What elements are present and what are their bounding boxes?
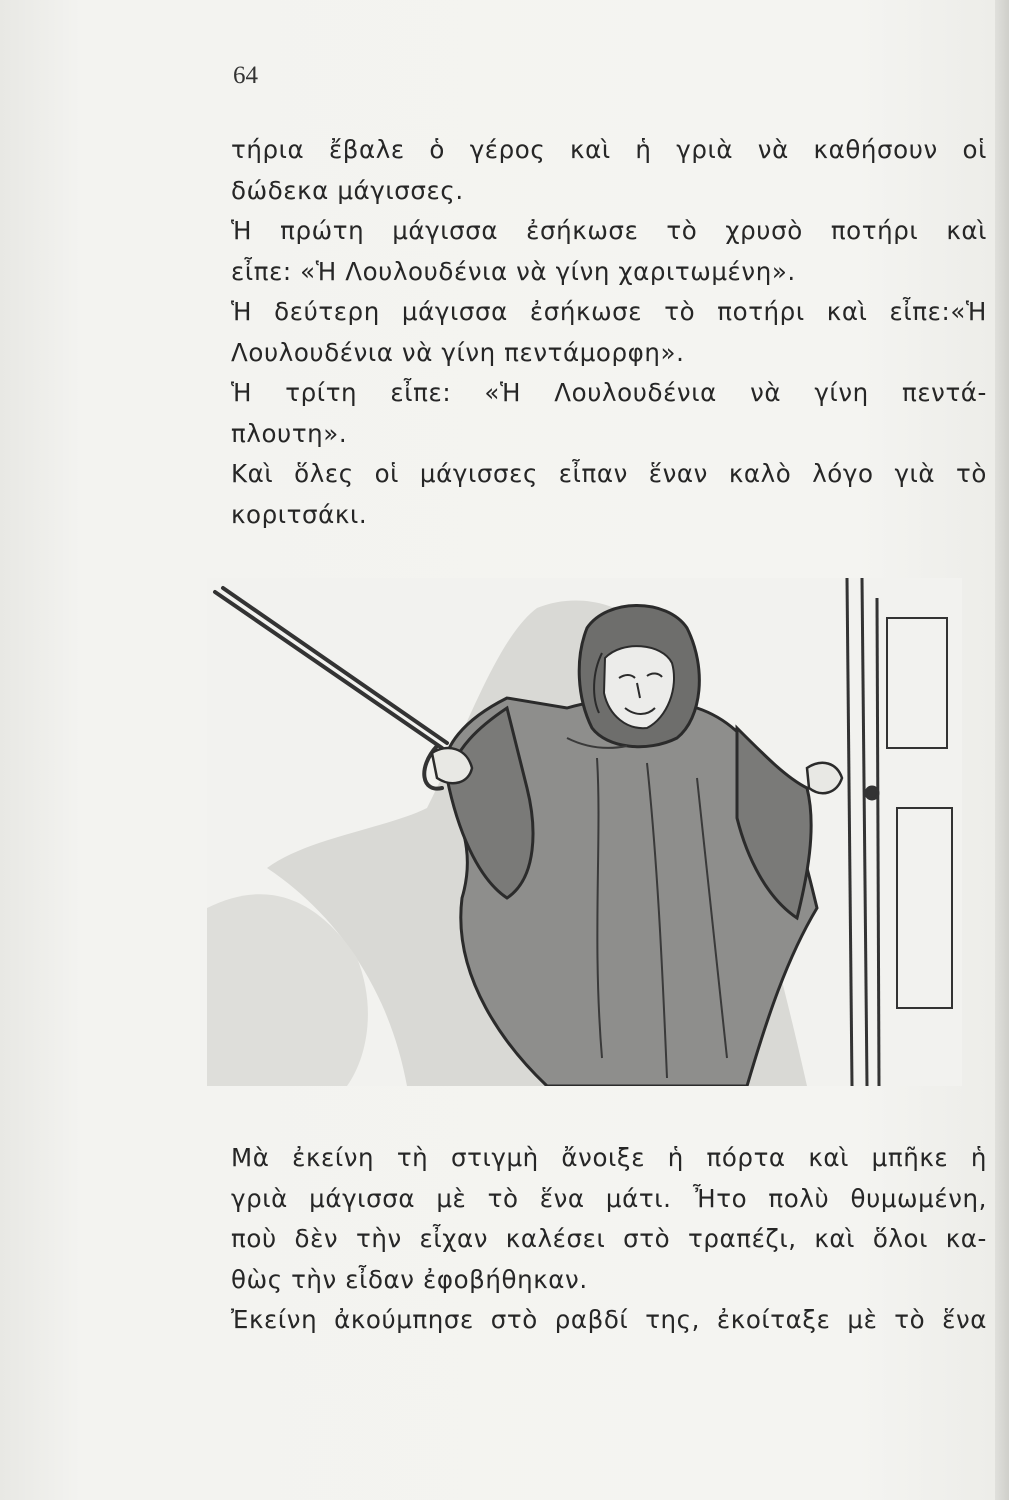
text-line: δώδεκα μάγισσες. — [231, 175, 464, 205]
text-line: γριὰ μάγισσα μὲ τὸ ἕνα μάτι. Ἦτο πολὺ θυμωμένη, — [231, 1183, 987, 1213]
text-line: Λουλουδένια νὰ γίνη πεντάμορφη». — [231, 337, 685, 367]
text-line: κοριτσάκι. — [231, 499, 368, 529]
right-hand — [807, 763, 842, 793]
text-line: πλουτη». — [231, 418, 348, 448]
text-line: Ἡ δεύτερη μάγισσα ἐσήκωσε τὸ ποτήρι καὶ εἶπε:«Ἡ — [231, 297, 987, 326]
text-line: Ἡ τρίτη εἶπε: «Ἡ Λουλουδένια νὰ γίνη πεντά- — [231, 378, 987, 407]
text-line: εἶπε: «Ἡ Λουλουδένια νὰ γίνη χαριτωμένη». — [231, 256, 796, 286]
text-line: Καὶ ὅλες οἱ μάγισσες εἶπαν ἕναν καλὸ λόγο γιὰ τὸ — [231, 459, 987, 488]
top-text-block — [231, 130, 987, 535]
page-edge-shadow — [995, 0, 1009, 1500]
text-line: Ἐκείνη ἀκούμπησε στὸ ραβδί της, ἐκοίταξε μὲ τὸ ἕνα — [231, 1305, 987, 1334]
page-number: 64 — [233, 62, 258, 89]
text-line: τήρια ἔβαλε ὁ γέρος καὶ ἡ γριὰ νὰ καθήσουν οἱ — [231, 135, 987, 164]
witch-drawing — [207, 578, 962, 1086]
text-line: θὼς τὴν εἶδαν ἐφοβήθηκαν. — [231, 1264, 588, 1294]
text-line: Ἡ πρώτη μάγισσα ἐσήκωσε τὸ χρυσὸ ποτήρι καὶ — [231, 216, 987, 245]
text-line: ποὺ δὲν τὴν εἶχαν καλέσει στὸ τραπέζι, καὶ ὅλοι κα- — [231, 1224, 987, 1253]
bottom-text-block — [231, 1138, 987, 1341]
witch-illustration — [207, 578, 962, 1086]
text-line: Μὰ ἐκείνη τὴ στιγμὴ ἄνοιξε ἡ πόρτα καὶ μπῆκε ἡ — [231, 1143, 987, 1172]
